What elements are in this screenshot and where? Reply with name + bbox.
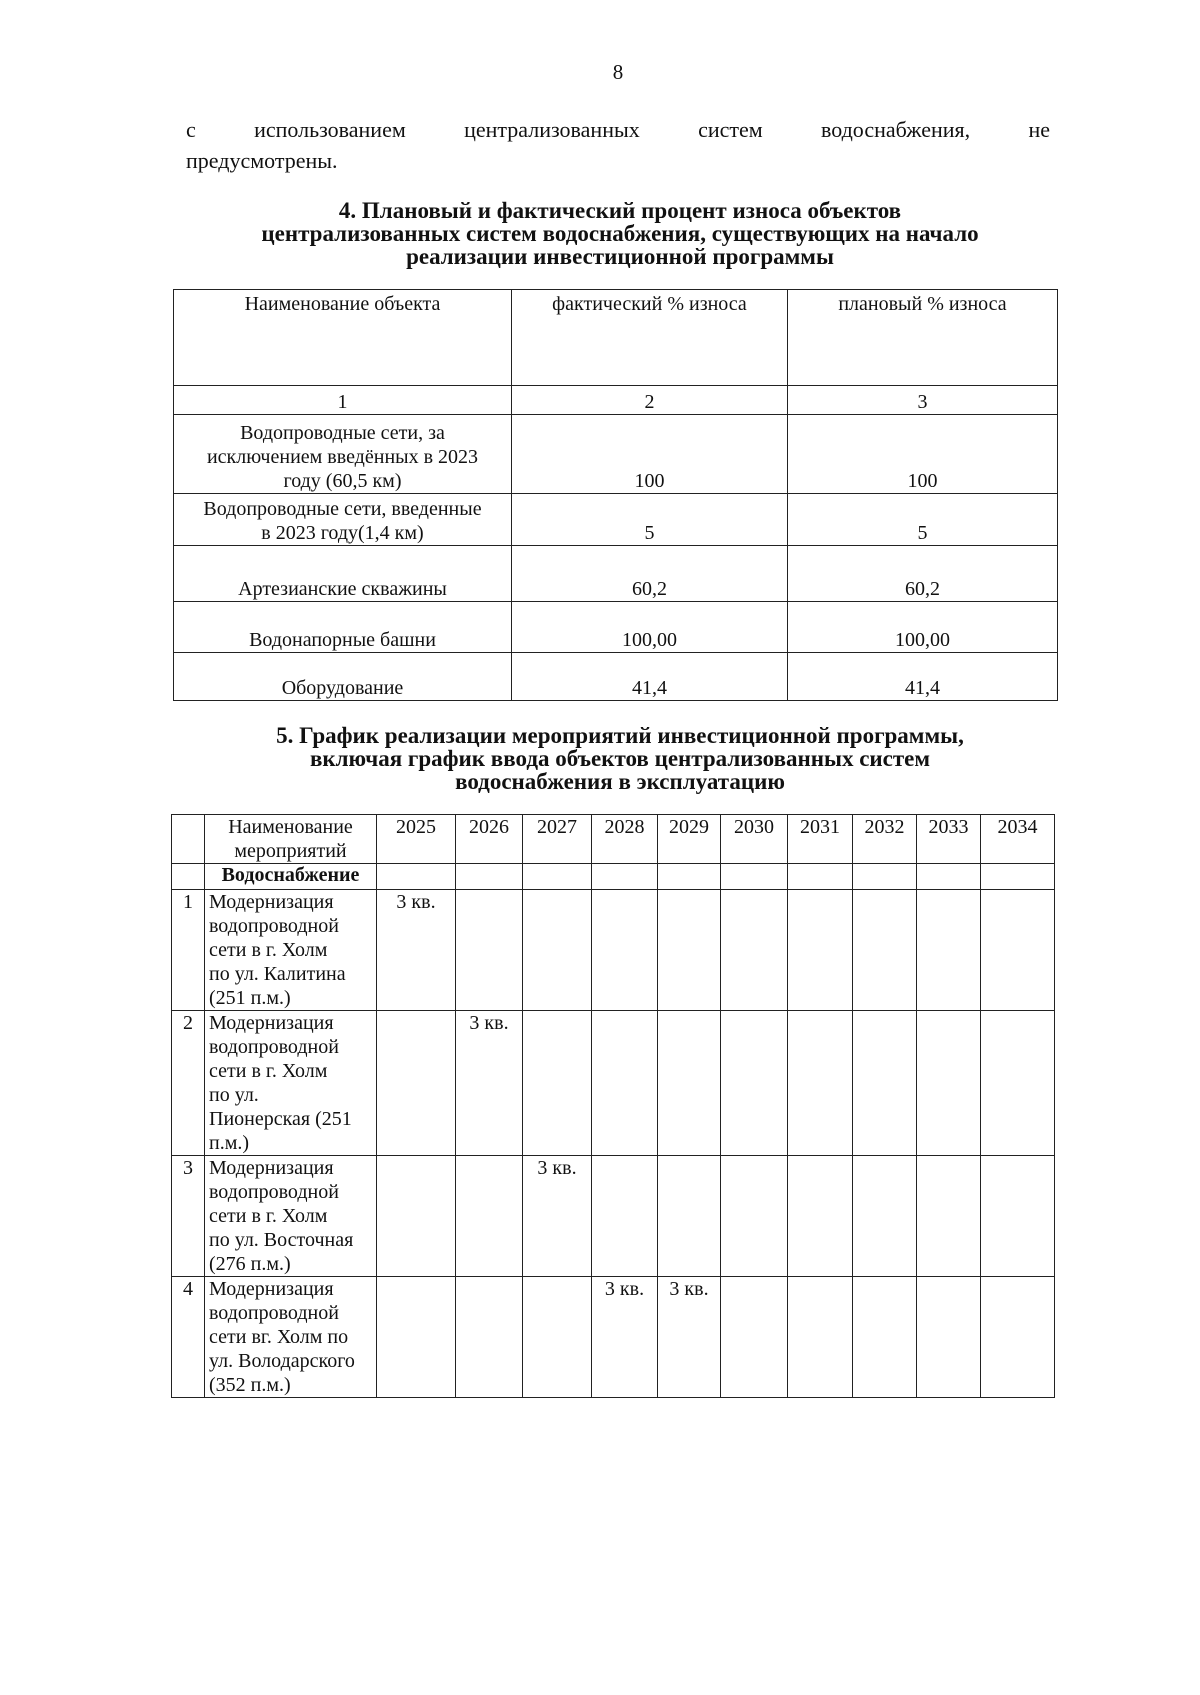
empty-cell [592, 864, 658, 890]
empty-cell [917, 864, 981, 890]
word: использованием [254, 117, 406, 142]
column-number-row [174, 386, 1058, 415]
schedule-cell [853, 1156, 917, 1277]
planned-wear: 60,2 [788, 546, 1058, 602]
word: с [186, 117, 196, 142]
intro-line-2: предусмотрены. [186, 148, 338, 173]
schedule-cell [721, 1156, 788, 1277]
schedule-cell [523, 890, 592, 1011]
group-label: Водоснабжение [205, 864, 377, 890]
schedule-cell [788, 1277, 853, 1398]
empty-cell [981, 864, 1055, 890]
planned-wear: 100,00 [788, 602, 1058, 653]
schedule-cell: 3 кв. [592, 1277, 658, 1398]
empty-cell [853, 864, 917, 890]
word: водоснабжения, [820, 117, 971, 142]
actual-wear: 100 [512, 415, 788, 494]
intro-line-1 [186, 117, 1050, 143]
object-name: Водопроводные сети, введенные в 2023 году(1,4 км) [174, 494, 512, 546]
schedule-cell [981, 890, 1055, 1011]
table-row [174, 653, 1058, 701]
header-cell: фактический % износа [512, 290, 788, 386]
table-row [172, 1156, 1055, 1277]
object-name: Оборудование [174, 653, 512, 701]
empty-cell [788, 864, 853, 890]
schedule-cell: 3 кв. [456, 1011, 523, 1156]
wear-table [173, 289, 1058, 701]
schedule-cell [788, 1011, 853, 1156]
schedule-cell [981, 1156, 1055, 1277]
schedule-cell [456, 1156, 523, 1277]
schedule-cell [377, 1011, 456, 1156]
schedule-cell [721, 1277, 788, 1398]
row-number: 3 [172, 1156, 205, 1277]
word: систем [698, 117, 763, 142]
header-cell-year: 2025 [377, 815, 456, 864]
header-cell-year: 2032 [853, 815, 917, 864]
table-header-row [174, 290, 1058, 386]
schedule-cell [981, 1011, 1055, 1156]
object-name: Водонапорные башни [174, 602, 512, 653]
schedule-cell [658, 1156, 721, 1277]
schedule-cell [917, 1011, 981, 1156]
schedule-cell [456, 1277, 523, 1398]
schedule-cell [523, 1277, 592, 1398]
page-number: 8 [612, 60, 624, 84]
schedule-cell [853, 1011, 917, 1156]
schedule-cell [456, 890, 523, 1011]
schedule-table [171, 814, 1055, 1398]
schedule-cell [853, 1277, 917, 1398]
table-row [174, 546, 1058, 602]
activity-name: Модернизация водопроводной сети в г. Холм по ул. Восточная (276 п.м.) [205, 1156, 377, 1277]
group-row [172, 864, 1055, 890]
header-cell-year: 2026 [456, 815, 523, 864]
header-cell-number [172, 815, 205, 864]
schedule-cell: 3 кв. [377, 890, 456, 1011]
schedule-cell [981, 1277, 1055, 1398]
header-cell-name: Наименование мероприятий [205, 815, 377, 864]
table-header-row [172, 815, 1055, 864]
actual-wear: 100,00 [512, 602, 788, 653]
empty-cell [172, 864, 205, 890]
row-number: 2 [172, 1011, 205, 1156]
empty-cell [377, 864, 456, 890]
row-number: 4 [172, 1277, 205, 1398]
table-row [172, 1277, 1055, 1398]
schedule-cell [917, 1277, 981, 1398]
header-cell-year: 2027 [523, 815, 592, 864]
column-number: 1 [174, 386, 512, 415]
planned-wear: 41,4 [788, 653, 1058, 701]
schedule-cell [377, 1277, 456, 1398]
schedule-cell [853, 890, 917, 1011]
object-name: Артезианские скважины [174, 546, 512, 602]
actual-wear: 41,4 [512, 653, 788, 701]
schedule-cell [788, 890, 853, 1011]
schedule-cell [523, 1011, 592, 1156]
schedule-cell [788, 1156, 853, 1277]
schedule-cell [592, 890, 658, 1011]
schedule-cell [917, 890, 981, 1011]
schedule-cell [377, 1156, 456, 1277]
table-row [172, 1011, 1055, 1156]
schedule-cell [592, 1156, 658, 1277]
schedule-cell: 3 кв. [658, 1277, 721, 1398]
planned-wear: 5 [788, 494, 1058, 546]
word: централизованных [464, 117, 640, 142]
schedule-cell [917, 1156, 981, 1277]
row-number: 1 [172, 890, 205, 1011]
table-row [174, 602, 1058, 653]
section-5-title: 5. График реализации мероприятий инвестиционной программы, включая график ввода объектов централизованных систем водоснабжения в эксплуатацию [276, 723, 964, 794]
activity-name: Модернизация водопроводной сети в г. Холм по ул. Пионерская (251 п.м.) [205, 1011, 377, 1156]
empty-cell [658, 864, 721, 890]
schedule-cell [658, 1011, 721, 1156]
planned-wear: 100 [788, 415, 1058, 494]
header-cell-year: 2031 [788, 815, 853, 864]
header-cell-year: 2034 [981, 815, 1055, 864]
header-cell-year: 2029 [658, 815, 721, 864]
header-cell-year: 2033 [917, 815, 981, 864]
header-cell: плановый % износа [788, 290, 1058, 386]
header-cell-year: 2030 [721, 815, 788, 864]
empty-cell [523, 864, 592, 890]
column-number: 3 [788, 386, 1058, 415]
actual-wear: 5 [512, 494, 788, 546]
schedule-cell [658, 890, 721, 1011]
empty-cell [721, 864, 788, 890]
section-4-title: 4. Плановый и фактический процент износа объектов централизованных систем водоснабжения, существующих на начало реализации инвестиционной программы [261, 198, 979, 269]
header-cell-year: 2028 [592, 815, 658, 864]
object-name: Водопроводные сети, за исключением введённых в 2023 году (60,5 км) [174, 415, 512, 494]
activity-name: Модернизация водопроводной сети вг. Холм по ул. Володарского (352 п.м.) [205, 1277, 377, 1398]
activity-name: Модернизация водопроводной сети в г. Холм по ул. Калитина (251 п.м.) [205, 890, 377, 1011]
schedule-cell [721, 1011, 788, 1156]
schedule-cell [592, 1011, 658, 1156]
header-cell: Наименование объекта [174, 290, 512, 386]
table-row [174, 494, 1058, 546]
table-row [174, 415, 1058, 494]
schedule-cell [721, 890, 788, 1011]
schedule-cell: 3 кв. [523, 1156, 592, 1277]
column-number: 2 [512, 386, 788, 415]
empty-cell [456, 864, 523, 890]
actual-wear: 60,2 [512, 546, 788, 602]
table-row [172, 890, 1055, 1011]
word: не [1028, 117, 1050, 142]
